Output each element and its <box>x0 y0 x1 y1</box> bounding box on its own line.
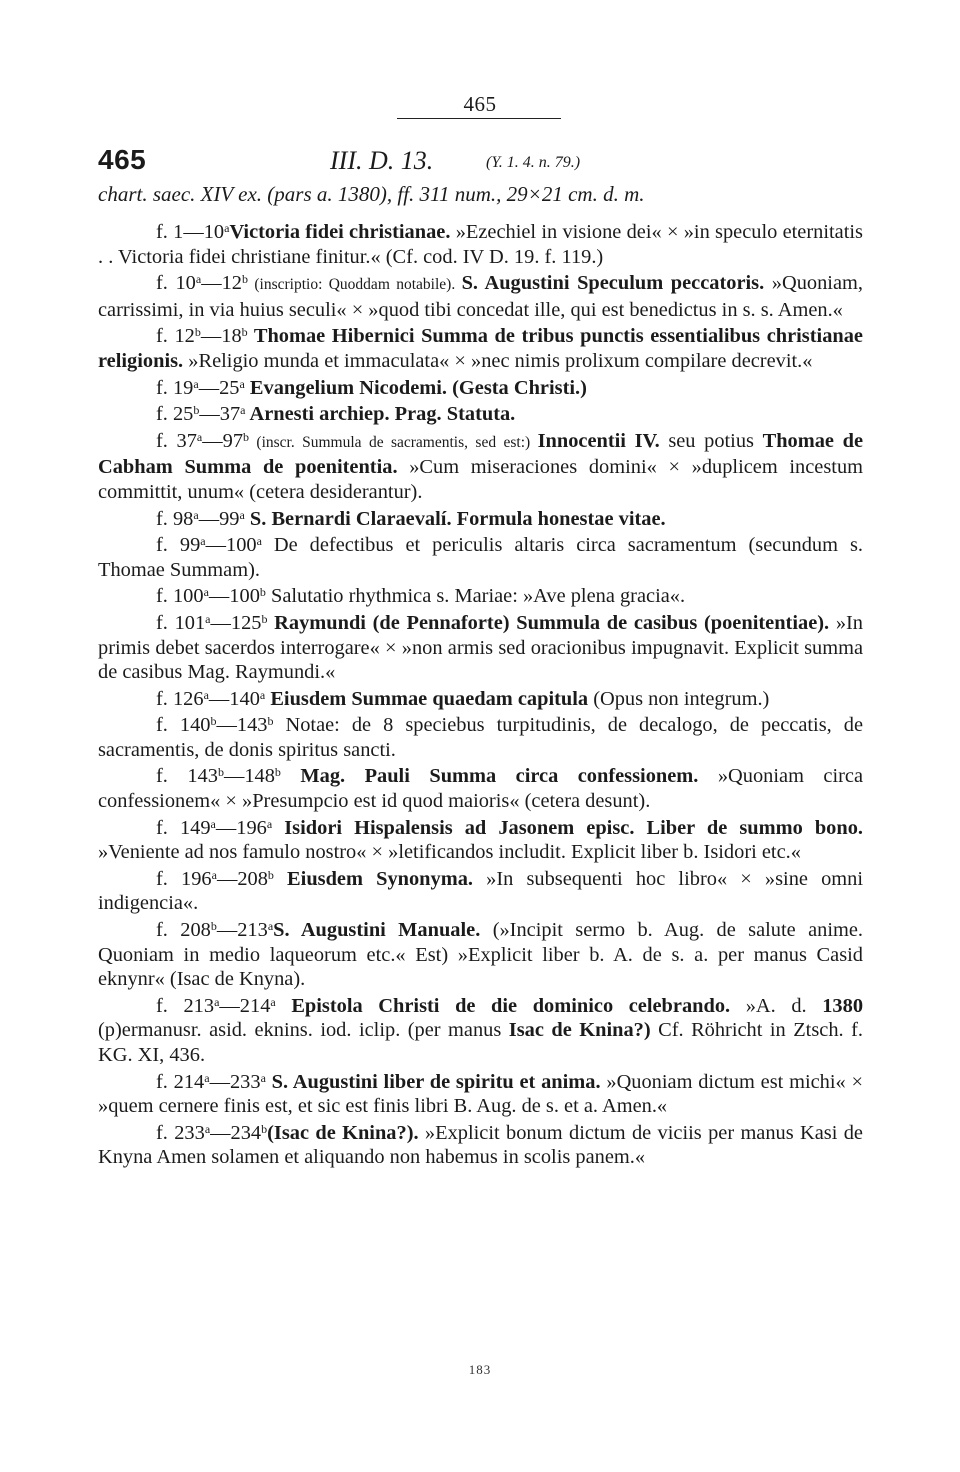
folio-range: —97 <box>202 429 244 452</box>
folio-range: —234 <box>210 1121 262 1144</box>
folio-range: —208 <box>216 867 268 890</box>
folio-range: f. 149 <box>156 816 211 839</box>
entry-text: Amen solamen et aliquando non habemus in scolis panem.« <box>156 1146 646 1169</box>
contents-entry <box>98 220 863 269</box>
entry-title: Thomae Hibernici Summa de tribus punctis essentialibus christianae religionis. <box>98 325 863 372</box>
contents-entry <box>98 402 863 427</box>
folio-range: —99 <box>198 507 240 530</box>
folio-side: a <box>204 1070 210 1085</box>
entry-text: seu potius <box>659 429 763 452</box>
folio-side: a <box>256 534 262 549</box>
contents-entry <box>98 584 863 609</box>
folio-side: b <box>210 714 217 729</box>
entry-text: »In primis debet sacerdos interrogare« × »non armis sed oracionibus impugnavit. Explicit summa de casibus Mag. Raymundi.« <box>98 611 864 684</box>
folio-number: 183 <box>468 1362 492 1377</box>
folio-range: f. 25 <box>156 403 194 426</box>
folio-range: f. 37 <box>156 429 197 452</box>
entry-text: Salutatio rhythmica s. Mariae: »Ave plena gracia«. <box>265 585 686 608</box>
folio-side: a <box>205 611 211 626</box>
entry-text: »In subsequenti hoc libro« × »sine omni indigencia«. <box>98 867 863 915</box>
folio-range: f. 100 <box>156 585 204 608</box>
folio-side: b <box>267 867 274 882</box>
entry-text: »A. d. <box>730 994 823 1017</box>
folio-side: a <box>210 816 216 831</box>
folio-side: a <box>239 507 245 522</box>
contents-list <box>98 220 863 1172</box>
folio-range: —233 <box>209 1070 261 1093</box>
folio-range: f. 196 <box>156 867 212 890</box>
folio-range: f. 214 <box>156 1070 205 1093</box>
inscription: (inscr. Summula de sacramentis, sed est:) <box>249 433 538 451</box>
folio-range: —196 <box>215 816 267 839</box>
entry-text: »Quoniam, carrissimi, in via huius seculi« × »quod tibi concedat ille, qui est benedictus in s. s. Amen.« <box>98 272 863 321</box>
entry-text: »Quoniam circa confessionem« × »Presumpcio est id quod maioris« (cetera desunt). <box>98 765 863 813</box>
folio-side: b <box>217 765 224 780</box>
folio-range: —100 <box>205 534 257 557</box>
entry-text: De defectibus et periculis altaris circa sacramentum (secundum s. Thomae Summam). <box>98 534 863 581</box>
folio-range: —18 <box>200 325 242 348</box>
contents-entry <box>98 687 863 712</box>
folio-range: f. 19 <box>156 376 194 399</box>
folio-range: —213 <box>216 919 268 942</box>
entry-text: »Explicit bonum dictum de viciis per manus Kasi de Knyna <box>98 1121 863 1169</box>
folio-side: a <box>239 376 245 391</box>
entry-title: Eiusdem Synonyma. <box>273 867 473 890</box>
folio-side: a <box>240 403 246 418</box>
physical-description: chart. saec. XIV ex. (pars a. 1380), ff. 311 num., 29×21 cm. d. m. <box>98 182 645 206</box>
folio-side: a <box>259 687 266 702</box>
contents-entry <box>98 324 863 373</box>
entry-title: Victoria fidei christianae. <box>229 221 451 243</box>
entry-title: Isidori Hispalensis ad Jasonem episc. Liber de summo bono. <box>272 816 864 839</box>
folio-range: f. 140 <box>156 714 211 737</box>
entry-heading <box>98 140 878 180</box>
entry-number: 465 <box>98 144 147 175</box>
contents-entry <box>98 1121 863 1170</box>
folio-range: —25 <box>198 376 240 399</box>
entry-title: S. Augustini Speculum peccatoris. <box>461 272 765 295</box>
entry-text: (»Incipit sermo b. Aug. de salute anime. Quoniam in medio laqueorum etc.« Est) <box>98 919 864 966</box>
folio-side: b <box>194 325 201 340</box>
entry-title: Raymundi (de Pennaforte) Summula de casibus (poenitentiae). <box>267 611 830 634</box>
folio-side: b <box>243 429 250 444</box>
contents-entry <box>98 271 863 322</box>
folio-side: a <box>196 429 203 444</box>
contents-entry <box>98 429 863 505</box>
entry-text: »Religio munda et immaculata« × »nec nimis prolixum compilare decrevit.« <box>183 349 813 372</box>
folio-side: b <box>210 919 217 934</box>
folio-range: f. 126 <box>156 687 204 710</box>
old-shelfmark: (Y. 1. 4. n. 79.) <box>486 154 581 171</box>
entry-text: Cf. Röhricht in Ztsch. f. KG. XI, 436. <box>98 1019 863 1066</box>
folio-range: f. 98 <box>156 507 194 530</box>
entry-text: »Quoniam dictum est michi« × »quem cernere finis est, et sic est finis libri B. Aug. de s. et a. Amen.« <box>98 1070 863 1118</box>
folio-range: f. 208 <box>156 919 211 942</box>
folio-side: a <box>224 221 230 235</box>
folio-range: —143 <box>216 714 268 737</box>
entry-title: Thomae de Cabham Summa de poenitentia. <box>98 429 863 479</box>
entry-title: Innocentii IV. <box>537 429 660 452</box>
folio-side: b <box>274 765 281 780</box>
folio-range: —214 <box>219 994 271 1017</box>
folio-side: a <box>214 994 220 1009</box>
entry-text: »Cum miseraciones domini« × »duplicem incestum committit, unum« (cetera desiderantur). <box>98 456 863 503</box>
folio-side: b <box>261 611 268 626</box>
folio-side: b <box>193 403 200 418</box>
entry-title: Isac de Knina?) <box>508 1019 651 1042</box>
entry-title: Epistola Christi de die dominico celebrando. <box>275 994 731 1017</box>
entry-title: 1380 <box>822 994 864 1017</box>
folio-range: f. 233 <box>156 1121 205 1144</box>
running-head: 465 <box>463 92 497 116</box>
contents-entry <box>98 816 863 865</box>
folio-side: a <box>260 1070 266 1085</box>
folio-range: —37 <box>199 403 241 426</box>
folio-side: a <box>270 994 276 1009</box>
folio-side: a <box>195 272 202 287</box>
folio-side: b <box>267 714 274 729</box>
contents-entry <box>98 1070 863 1119</box>
folio-side: b <box>241 325 248 340</box>
entry-title: Evangelium Nicodemi. (Gesta Christi.) <box>244 376 587 399</box>
entry-title: S. Augustini Manuale. <box>273 919 481 942</box>
entry-title: (Isac de Knina?). <box>267 1121 419 1144</box>
folio-range: —140 <box>208 687 260 710</box>
contents-entry <box>98 376 863 401</box>
folio-side: b <box>261 1121 268 1136</box>
folio-side: a <box>267 919 274 934</box>
entry-text: Notae: de 8 speciebus turpitudinis, de decalogo, de peccatis, de sacramentis, de donis spiritus sancti. <box>98 714 863 761</box>
shelfmark: III. D. 13. <box>330 146 434 175</box>
folio-side: b <box>259 585 266 600</box>
header-rule <box>397 118 561 119</box>
folio-range: f. 99 <box>156 534 201 557</box>
contents-entry <box>98 611 863 685</box>
contents-entry <box>98 713 863 762</box>
entry-text: »Explicit liber b. A. de s. a. per manus Casid eknynr« (Isac de Knyna). <box>98 943 864 991</box>
folio-range: f. 143 <box>156 765 218 788</box>
folio-range: f. 1—10 <box>156 221 225 243</box>
folio-side: a <box>211 867 217 882</box>
contents-entry <box>98 867 863 916</box>
entry-title: Arnesti archiep. Prag. Statuta. <box>245 403 516 426</box>
entry-title: Eiusdem Summae quaedam capitula <box>265 687 589 710</box>
folio-side: a <box>203 687 209 702</box>
entry-text: (Opus non integrum.) <box>588 687 770 710</box>
contents-entry <box>98 918 863 992</box>
folio-range: f. 213 <box>156 994 215 1017</box>
contents-entry <box>98 764 863 813</box>
folio-side: a <box>203 585 209 600</box>
folio-range: f. 10 <box>156 272 196 295</box>
folio-side: a <box>266 816 273 831</box>
folio-range: —100 <box>208 585 260 608</box>
contents-entry <box>98 533 863 582</box>
folio-side: a <box>193 376 199 391</box>
folio-range: f. 12 <box>156 325 195 348</box>
entry-title: S. Bernardi Claraevalí. Formula honestae vitae. <box>244 507 666 530</box>
inscription: (inscriptio: Quoddam notabile). <box>247 276 462 294</box>
folio-range: —148 <box>223 765 275 788</box>
entry-text: »Ezechiel in visione dei« × »in speculo eternitatis . . Victoria fidei christiane finitur.« (Cf. cod. IV D. 19. f. 119.) <box>98 221 863 268</box>
entry-title: S. Augustini liber de spiritu et anima. <box>265 1070 601 1093</box>
folio-side: a <box>193 507 199 522</box>
folio-range: —125 <box>210 611 262 634</box>
folio-range: —12 <box>201 272 242 295</box>
folio-range: f. 101 <box>156 611 206 634</box>
entry-text: »Veniente ad nos famulo nostro« × »letificandos includit. Explicit liber b. Isidori etc.« <box>98 841 801 864</box>
contents-entry <box>98 507 863 532</box>
entry-text: (p)ermanusr. asid. eknins. iod. iclip. (per manus <box>98 1019 509 1042</box>
folio-side: b <box>241 272 248 287</box>
folio-side: a <box>200 534 206 549</box>
entry-title: Mag. Pauli Summa circa confessionem. <box>280 765 699 788</box>
contents-entry <box>98 994 863 1068</box>
folio-side: a <box>204 1121 211 1136</box>
